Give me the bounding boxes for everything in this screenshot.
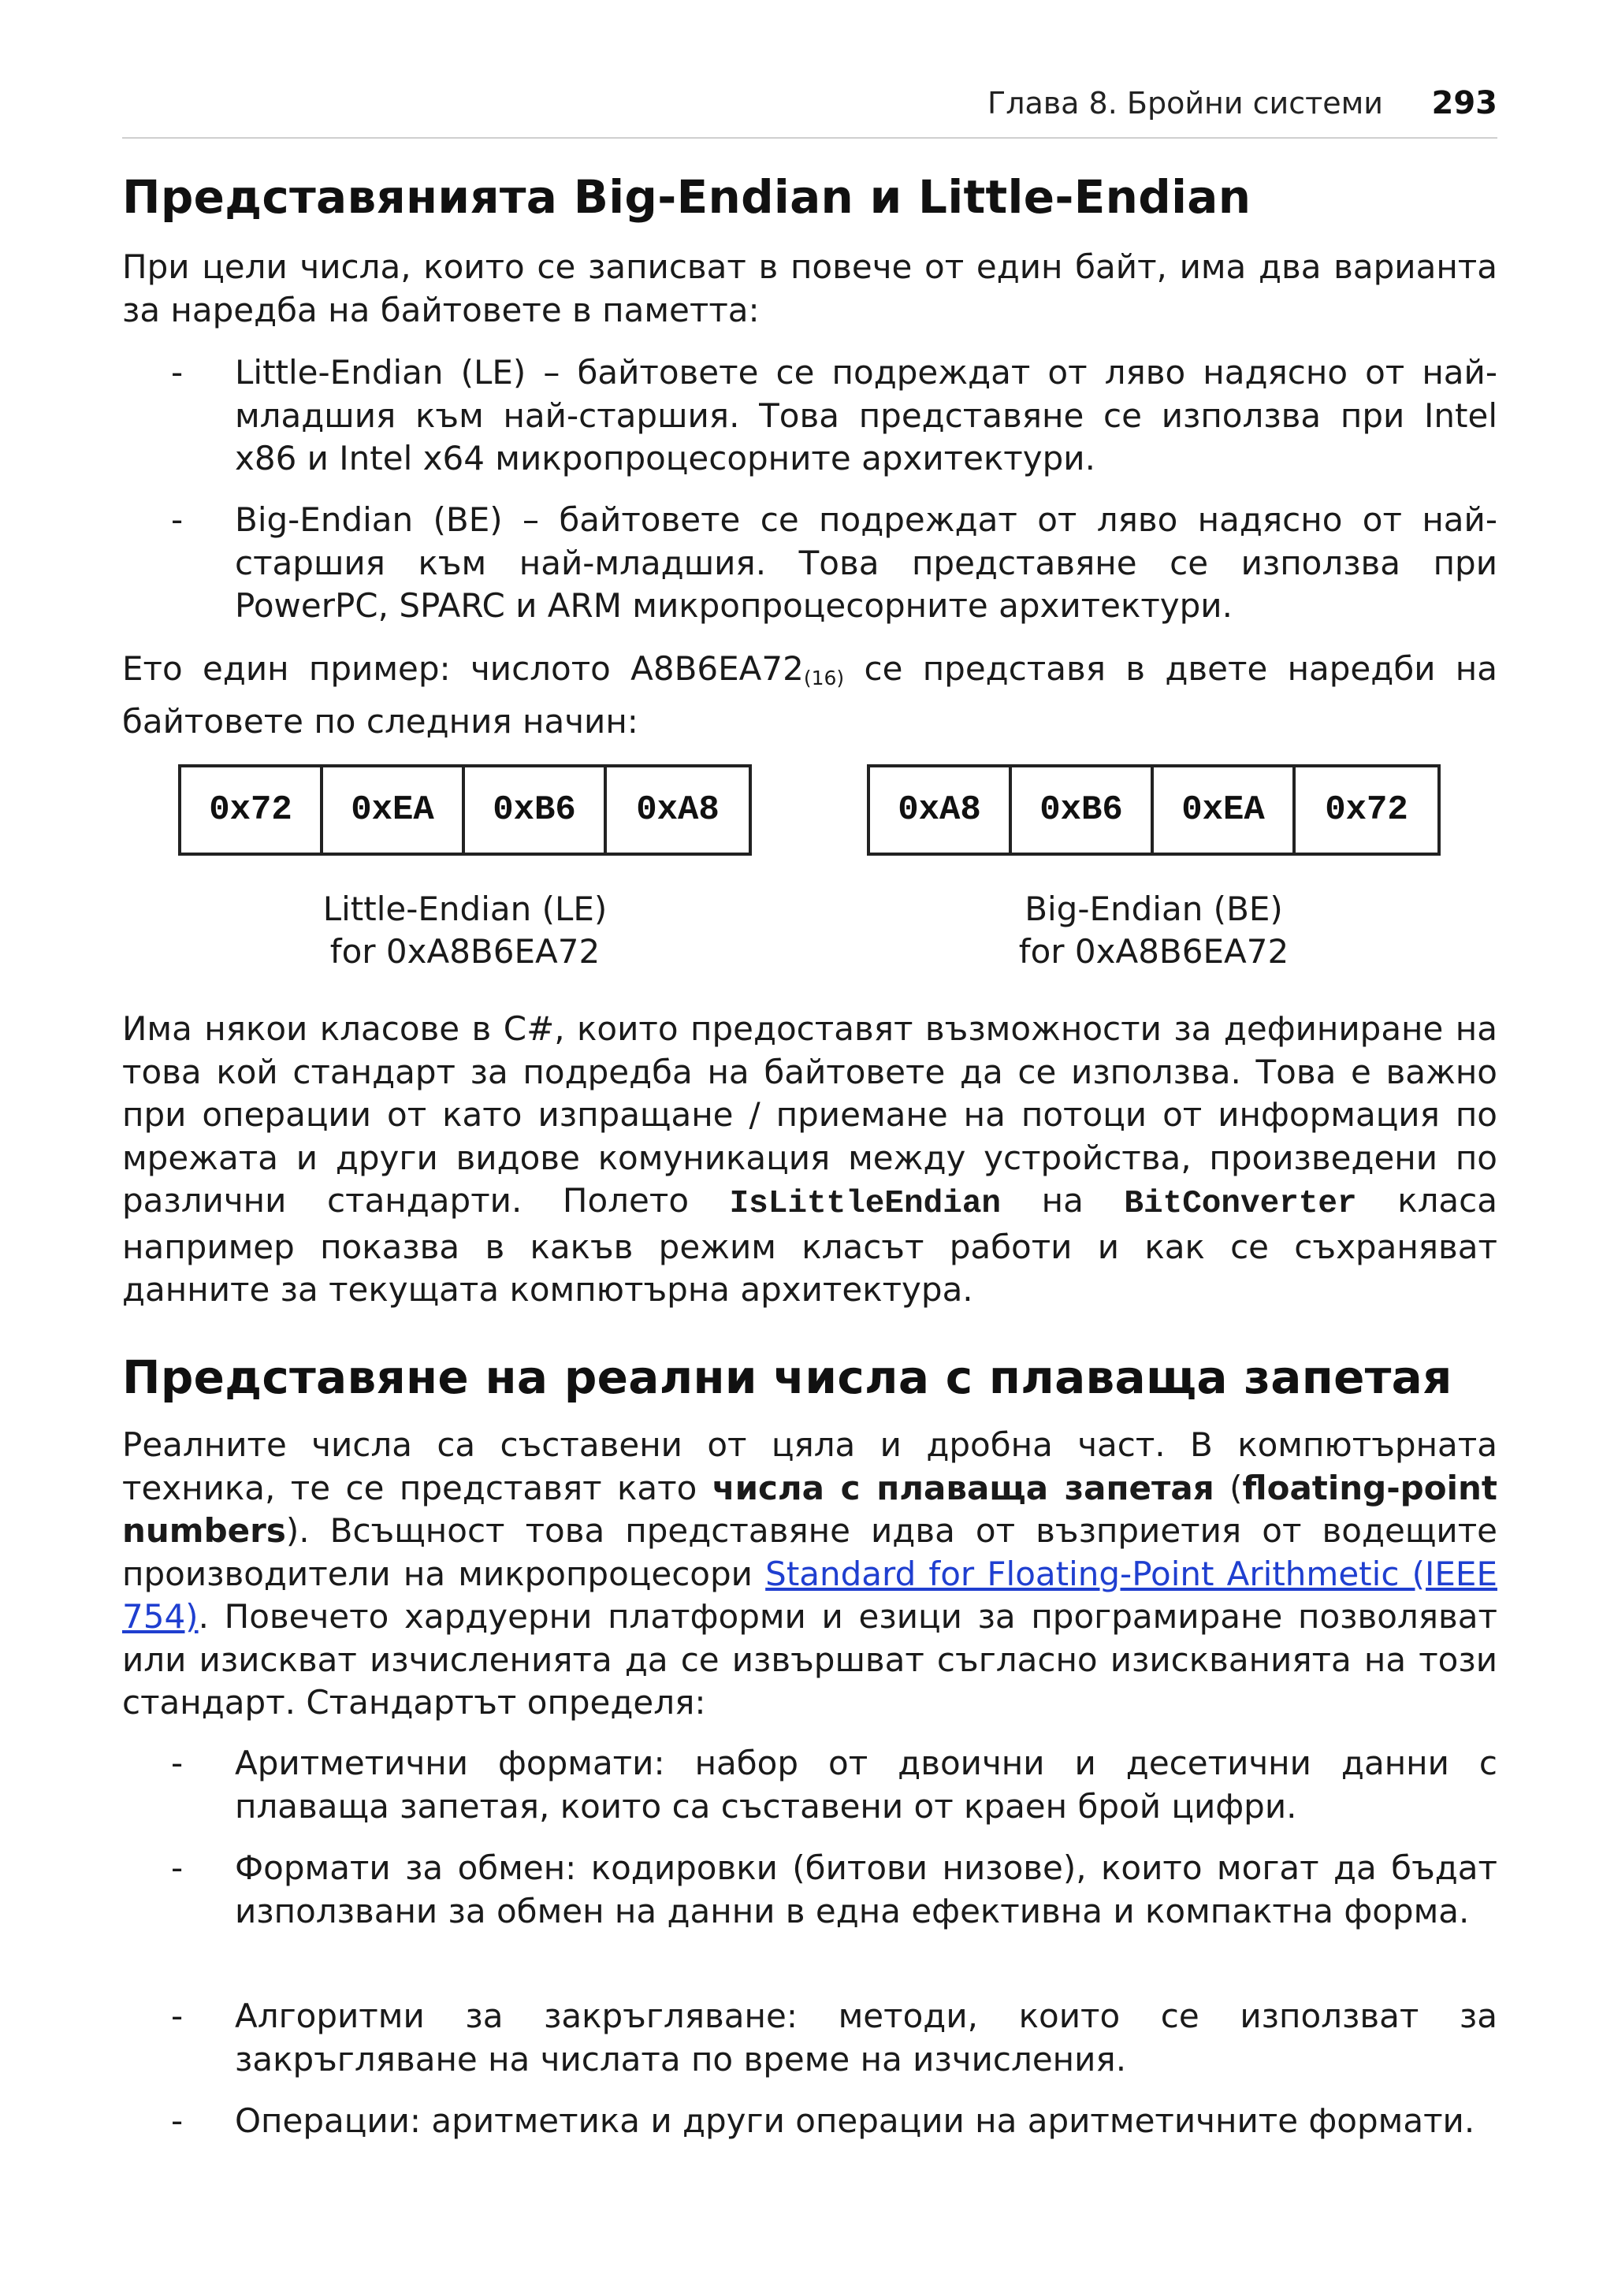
bullet-text: Little-Endian (LE) – байтовете се подреждат от ляво надясно от най-младшия към най-старшия. Това представяне се използва при Intel x86 и Intel x64 микропроцесорните архитектури. (235, 353, 1497, 477)
list-item (122, 1742, 1497, 1828)
byte-cell: 0xA8 (870, 767, 1012, 853)
list-item (122, 2100, 1497, 2143)
byte-cell: 0x72 (181, 767, 323, 853)
bullet-dash: - (171, 353, 184, 392)
radix-subscript: (16) (803, 667, 845, 689)
bullet-dash: - (171, 1744, 184, 1782)
list-item (122, 499, 1497, 628)
paragraph-text: . Повечето хардуерни платформи и езици за програмиране позволяват или изискват изчисленията да се извършват съгласно изискванията на този стандарт. Стандартът определя: (122, 1597, 1497, 1722)
paragraph-text: класа например показва в какъв режим класът работи и как се съхраняват данните за текущата компютърна архитектура. (122, 1181, 1497, 1309)
byte-cell: 0xB6 (1012, 767, 1154, 853)
list-item (122, 1847, 1497, 1933)
bold-term: числа с плаваща запетая (712, 1468, 1214, 1507)
byte-cell: 0xEA (323, 767, 465, 853)
bullet-text: Аритметични формати: набор от двоични и десетични данни с плаваща запетая, които са съставени от краен брой цифри. (235, 1744, 1497, 1826)
bitconverter-paragraph (122, 1008, 1497, 1312)
bullet-dash: - (171, 1848, 184, 1887)
little-endian-byte-row (178, 764, 752, 856)
caption-line: for 0xA8B6EA72 (1018, 932, 1289, 971)
paragraph-text: Има някои класове в C#, които предоставят възможности за дефиниране на това кой стандарт за подредба на байтовете да се използва. Това е важно при операции от като изпращане / приемане на потоци от информация по мрежата и други видове комуникация между устройства, произведени по различни стандарти. Полето (122, 1009, 1497, 1220)
caption-line: Big-Endian (BE) (1025, 890, 1283, 928)
little-endian-caption (178, 888, 752, 973)
big-endian-byte-row (867, 764, 1441, 856)
paragraph-text: ). Всъщност това представяне идва от възприетия от водещите производители на микропроцесори (122, 1511, 1497, 1593)
ieee-754-link[interactable]: Standard for Floating-Point Arithmetic (IEEE 754) (122, 1554, 1497, 1636)
section-title-endianness: Представянията Big-Endian и Little-Endian (122, 170, 1251, 224)
paragraph-text: на (1001, 1181, 1125, 1220)
byte-cell: 0xB6 (465, 767, 607, 853)
bullet-text: Формати за обмен: кодировки (битови низове), които могат да бъдат използвани за обмен на данни в една ефективна и компактна форма. (235, 1848, 1497, 1930)
example-paragraph (122, 648, 1497, 743)
list-item (122, 351, 1497, 481)
bullet-dash: - (171, 1997, 184, 2035)
example-text-rest: се представя в двете наредби на байтовете по следния начин: (122, 649, 1498, 741)
bullet-text: Операции: аритметика и други операции на аритметичните формати. (235, 2101, 1475, 2140)
example-text: Ето един пример: числото A8B6EA72 (122, 649, 804, 688)
byte-cell: 0xEA (1154, 767, 1296, 853)
section-title-floating-point: Представяне на реални числа с плаваща запетая (122, 1350, 1452, 1404)
list-item (122, 1995, 1497, 2081)
code-bitconverter: BitConverter (1124, 1186, 1357, 1222)
running-header (122, 82, 1497, 139)
bullet-dash: - (171, 2101, 184, 2140)
byte-cell: 0x72 (1325, 790, 1408, 830)
bullet-dash: - (171, 500, 184, 539)
chapter-title: Глава 8. Бройни системи (987, 86, 1383, 121)
code-is-little-endian: IsLittleEndian (729, 1186, 1002, 1222)
page-number: 293 (1431, 85, 1497, 121)
bold-term-english: floating-point numbers (122, 1468, 1497, 1550)
paragraph-text: ( (1214, 1468, 1243, 1507)
paragraph-text: Реалните числа са съставени от цяла и дробна част. В компютърната техника, те се представят като (122, 1425, 1497, 1507)
big-endian-caption (867, 888, 1441, 973)
caption-line: for 0xA8B6EA72 (329, 932, 601, 971)
caption-line: Little-Endian (LE) (322, 890, 608, 928)
floating-point-paragraph (122, 1424, 1497, 1725)
byte-cell: 0xA8 (636, 790, 720, 830)
bullet-text: Big-Endian (BE) – байтовете се подреждат от ляво надясно от най-старшия към най-младшия. Това представяне се използва при PowerPC, SPARC и ARM микропроцесорните архитектури. (235, 500, 1497, 625)
endianness-intro: При цели числа, които се записват в повече от един байт, има два варианта за наредба на байтовете в паметта: (122, 247, 1497, 329)
bullet-text: Алгоритми за закръгляване: методи, които се използват за закръгляване на числата по време на изчисления. (235, 1997, 1497, 2079)
